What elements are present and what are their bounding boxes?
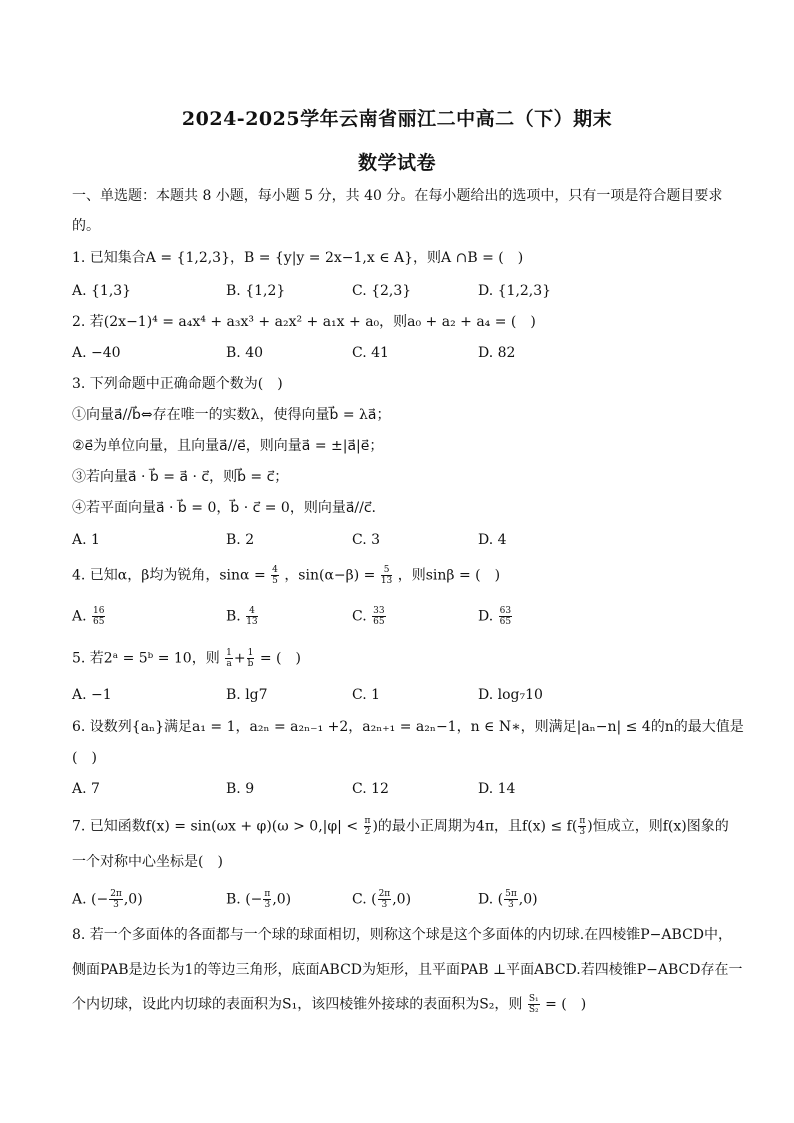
q3-statement-2: ②e⃗为单位向量，且向量a⃗//e⃗，则向量a⃗ = ±|a⃗|e⃗； [72,438,384,454]
q3-statement-1: ①向量a⃗//b⃗⇔存在唯一的实数λ，使得向量b⃗ = λa⃗； [72,407,391,423]
q5-fb-denominator: b [247,659,254,669]
q8-text-b: = ( ) [545,996,587,1013]
q7-option-c-denominator: 3 [381,900,388,910]
q7-option-d [478,889,538,910]
question-8-line1: 8. 若一个多面体的各面都与一个球的球面相切，则称这个球是这个多面体的内切球.在四棱锥P−ABCD中， [72,927,733,943]
q5-option-a: A. −1 [72,687,112,703]
q4-option-a-numerator: 16 [93,606,105,616]
page-subtitle: 数学试卷 [357,152,436,174]
q7-option-b-numerator: π [264,889,271,899]
q7-option-a-denominator: 3 [113,900,119,910]
q6-option-d: D. 14 [478,781,516,797]
q5-option-d: D. log₇10 [478,687,543,703]
q5-fb-numerator: 1 [247,648,254,658]
q7-option-c [352,889,411,910]
q4-text-b: ，sin(α−β) = [284,567,376,584]
q7-option-b-pre: B. (− [226,891,263,908]
q4-frac1-denominator: 5 [272,576,278,586]
question-5 [72,648,301,669]
q7-option-a-numerator: 2π [110,889,122,899]
q4-option-c-label: C. [352,608,367,625]
q2-option-d: D. 82 [478,345,516,361]
q3-statement-4: ④若平面向量a⃗ · b⃗ = 0，b⃗ · c⃗ = 0，则向量a⃗//c⃗. [72,500,376,516]
q4-option-b-label: B. [226,608,241,625]
section-instructions-line1: 一、单选题：本题共 8 小题，每小题 5 分，共 40 分。在每小题给出的选项中，只有一项是符合题目要求 [72,188,723,204]
q5-plus: + [233,650,246,667]
question-6-cont: ( ) [72,750,97,766]
q7-option-a-pre: A. (− [72,891,109,908]
q4-option-d-fraction [499,606,512,627]
q7-option-b-fraction [263,889,271,910]
q4-option-a [72,606,106,627]
question-4 [72,565,500,586]
q7-option-c-fraction [378,889,392,910]
q2-option-a: A. −40 [72,345,121,361]
q6-option-c: C. 12 [352,781,389,797]
q4-option-a-denominator: 65 [93,617,105,627]
q7-f1-numerator: π [364,816,371,826]
q8-fraction [528,994,540,1015]
q2-option-b: B. 40 [226,345,264,361]
q7-option-b-denominator: 3 [264,900,271,910]
q4-option-d-numerator: 63 [499,606,512,616]
q5-fraction-b [247,648,255,669]
q7-option-c-numerator: 2π [378,889,391,899]
question-6: 6. 设数列{aₙ}满足a₁ = 1，a₂ₙ = a₂ₙ₋₁ +2，a₂ₙ₊₁ = a₂ₙ−1，n ∈ N∗，则满足|aₙ−n| ≤ 4的n的最大值是 [72,719,744,735]
q7-f2-numerator: π [579,816,586,826]
q7-option-a [72,889,143,910]
question-7-cont: 一个对称中心坐标是( ) [72,854,223,870]
q4-option-b-denominator: 13 [246,617,258,627]
q7-option-a-post: ,0) [123,891,143,908]
q4-option-b-fraction [246,606,257,627]
q7-text-c: )恒成立，则f(x)图象的 [587,818,729,835]
q7-text-b: )的最小正周期为4π，且f(x) ≤ f( [372,818,578,835]
q8-text-a: 个内切球，设此内切球的表面积为S₁，该四棱锥外接球的表面积为S₂，则 [72,996,523,1013]
q4-frac1-numerator: 4 [272,565,278,575]
q7-text-a: 7. 已知函数f(x) = sin(ωx + φ)(ω > 0,|φ| < [72,818,359,835]
q4-option-c [352,606,387,627]
q4-option-d-denominator: 65 [499,617,512,627]
q3-option-c: C. 3 [352,532,381,548]
q2-option-c: C. 41 [352,345,389,361]
q7-f1-denominator: 2 [364,827,371,837]
q7-option-d-pre: D. ( [478,891,504,908]
q5-fraction-a [225,648,233,669]
section-instructions-line2: 的。 [72,218,100,234]
q5-fa-denominator: a [226,659,232,669]
q4-option-b-numerator: 4 [246,606,257,617]
q4-text-c: ，则sinβ = ( ) [397,567,501,584]
q4-option-d [478,606,513,627]
question-2: 2. 若(2x−1)⁴ = a₄x⁴ + a₃x³ + a₂x² + a₁x + a₀，则a₀ + a₂ + a₄ = ( ) [72,314,536,330]
q4-fraction-1 [271,565,279,586]
q4-frac2-denominator: 13 [380,576,393,586]
q5-text-a: 5. 若2ᵃ = 5ᵇ = 10，则 [72,650,220,667]
q7-f2-denominator: 3 [579,827,586,837]
q5-fa-numerator: 1 [226,648,232,658]
q3-option-d: D. 4 [478,532,507,548]
q3-option-a: A. 1 [72,532,100,548]
q7-option-a-fraction [109,889,123,910]
q7-option-c-pre: C. ( [352,891,377,908]
q8-numerator: S₁ [528,994,539,1004]
q3-option-b: B. 2 [226,532,255,548]
q4-option-c-numerator: 33 [373,606,385,616]
q7-option-b [226,889,291,910]
question-8-line2: 侧面PAB是边长为1的等边三角形，底面ABCD为矩形，且平面PAB ⊥平面ABCD.若四棱锥P−ABCD存在一 [72,962,743,978]
q6-option-b: B. 9 [226,781,255,797]
q7-option-d-denominator: 3 [508,900,514,910]
question-3: 3. 下列命题中正确命题个数为( ) [72,376,283,392]
q1-option-a: A. {1,3} [72,283,132,299]
q5-text-b: = ( ) [259,650,301,667]
q4-option-a-fraction [92,606,105,627]
q7-fraction-2 [578,816,586,837]
q7-option-d-post: ,0) [518,891,538,908]
q4-frac2-numerator: 5 [381,565,392,576]
q6-option-a: A. 7 [72,781,100,797]
page-title: 2024-2025学年云南省丽江二中高二（下）期末 [181,108,613,130]
question-1: 1. 已知集合A = {1,2,3}，B = {y|y = 2x−1,x ∈ A}，则A ∩B = ( ) [72,250,524,266]
q4-option-a-label: A. [72,608,87,625]
q7-option-d-fraction [504,889,518,910]
q4-option-c-fraction [372,606,385,627]
q4-option-d-label: D. [478,608,494,625]
q1-option-b: B. {1,2} [226,283,286,299]
q7-option-c-post: ,0) [392,891,412,908]
question-7 [72,816,729,837]
q4-fraction-2 [381,565,392,586]
q3-statement-3: ③若向量a⃗ · b⃗ = a⃗ · c⃗，则b⃗ = c⃗； [72,469,289,485]
q8-denominator: S₂ [528,1005,539,1015]
q4-text-a: 4. 已知α，β均为锐角，sinα = [72,567,266,584]
q7-option-d-numerator: 5π [505,889,517,899]
question-8-line3 [72,994,586,1015]
q4-option-b [226,606,259,627]
q7-option-b-post: ,0) [272,891,292,908]
q4-option-c-denominator: 65 [373,617,385,627]
q1-option-c: C. {2,3} [352,283,412,299]
q5-option-b: B. lg7 [226,687,268,703]
q7-fraction-1 [364,816,372,837]
q1-option-d: D. {1,2,3} [478,283,552,299]
q5-option-c: C. 1 [352,687,381,703]
